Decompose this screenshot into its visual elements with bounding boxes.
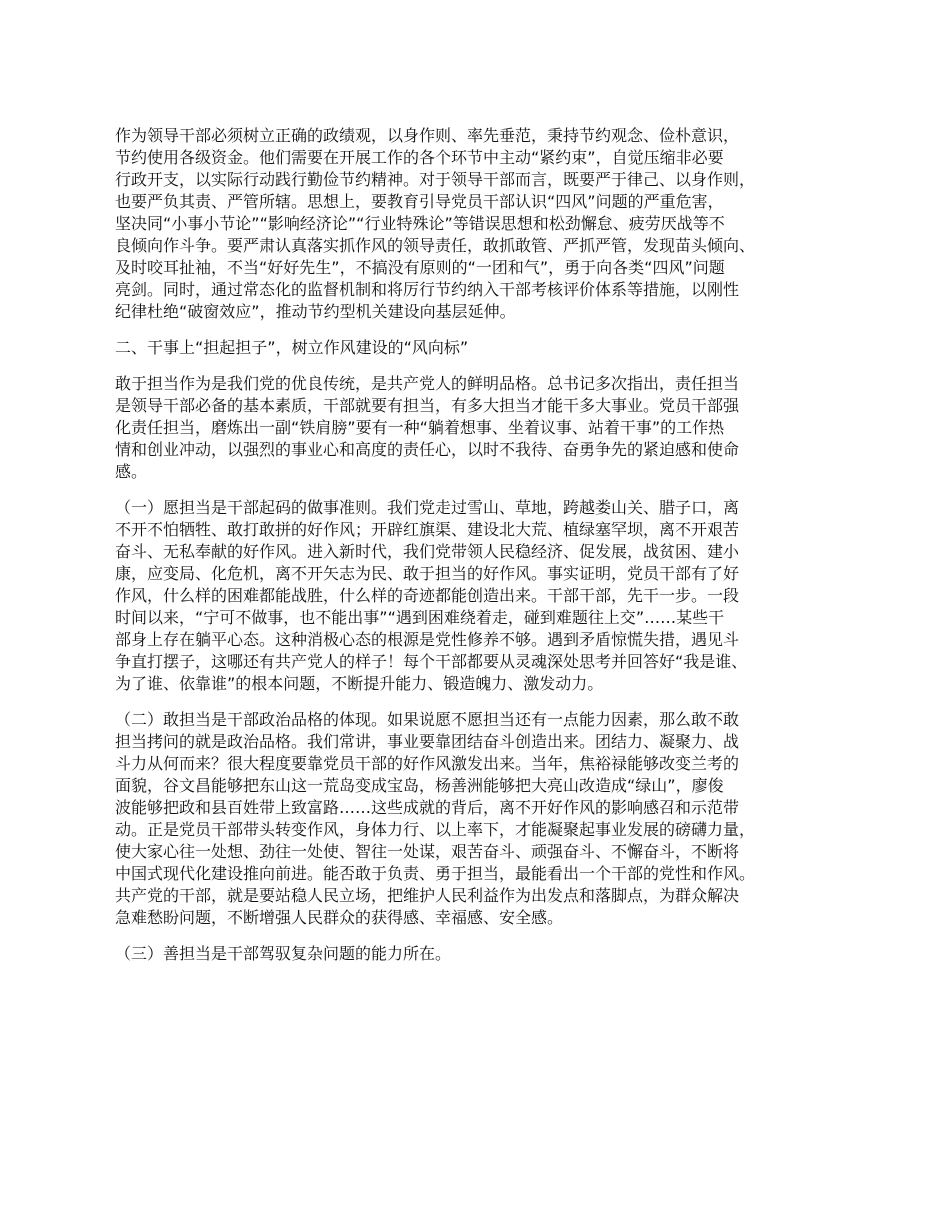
text-line: 共产党的干部，就是要站稳人民立场，把维护人民利益作为出发点和落脚点，为群众解决 <box>115 886 740 905</box>
text-line: 节约使用各级资金。他们需要在开展工作的各个环节中主动“紧约束”，自觉压缩非必要 <box>115 148 724 167</box>
text-line: 奋斗、无私奉献的好作风。进入新时代，我们党带领人民稳经济、促发展，战贫困、建小 <box>115 542 740 561</box>
text-line: 急难愁盼问题，不断增强人民群众的获得感、幸福感、安全感。 <box>115 908 564 927</box>
text-line: 情和创业冲动，以强烈的事业心和高度的责任心，以时不我待、奋勇争先的紧迫感和使命 <box>115 440 740 459</box>
text-line: 斗力从何而来？很大程度要靠党员干部的好作风激发出来。当年，焦裕禄能够改变兰考的 <box>115 754 740 773</box>
text-line: 坚决同“小事小节论”“影响经济论”“行业特殊论”等错误思想和松劲懈怠、疲劳厌战等不 <box>115 214 725 233</box>
text-line: 康，应变局、化危机，离不开矢志为民、敢于担当的好作风。事实证明，党员干部有了好 <box>115 564 740 583</box>
paragraph-responsibility-intro <box>115 373 860 483</box>
text-line: 中国式现代化建设推向前进。能否敢于负责、勇于担当，最能看出一个干部的党性和作风。 <box>115 864 756 883</box>
document-body <box>115 125 860 979</box>
paragraph-willing-to-take-responsibility <box>115 497 860 695</box>
text-line: 担当拷问的就是政治品格。我们常讲，事业要靠团结奋斗创造出来。团结力、凝聚力、战 <box>115 732 740 751</box>
text-line: 动。正是党员干部带头转变作风，身体力行、以上率下，才能凝聚起事业发展的磅礴力量， <box>115 820 756 839</box>
text-line: 波能够把政和县百姓带上致富路……这些成就的背后，离不开好作风的影响感召和示范带 <box>115 798 740 817</box>
text-line: （二）敢担当是干部政治品格的体现。如果说愿不愿担当还有一点能力因素，那么敢不敢 <box>115 710 740 729</box>
text-line: 敢于担当作为是我们党的优良传统，是共产党人的鲜明品格。总书记多次指出，责任担当 <box>115 374 740 393</box>
text-line: 使大家心往一处想、劲往一处使、智往一处谋，艰苦奋斗、顽强奋斗、不懈奋斗，不断将 <box>115 842 740 861</box>
paragraph-dare-to-take-responsibility <box>115 709 860 929</box>
text-line: 作为领导干部必须树立正确的政绩观，以身作则、率先垂范，秉持节约观念、俭朴意识， <box>115 126 740 145</box>
text-line: 也要严负其责、严管所辖。思想上，要教育引导党员干部认识“四风”问题的严重危害， <box>115 192 724 211</box>
text-line: 是领导干部必备的基本素质，干部就要有担当，有多大担当才能干多大事业。党员干部强 <box>115 396 740 415</box>
text-line: （一）愿担当是干部起码的做事准则。我们党走过雪山、草地，跨越娄山关、腊子口，离 <box>115 498 740 517</box>
text-line: 行政开支，以实际行动践行勤俭节约精神。对于领导干部而言，既要严于律己、以身作则， <box>115 170 756 189</box>
text-line: 面貌，谷文昌能够把东山这一荒岛变成宝岛，杨善洲能够把大亮山改造成“绿山”，廖俊 <box>115 776 724 795</box>
text-line: 亮剑。同时，通过常态化的监督机制和将厉行节约纳入干部考核评价体系等措施，以刚性 <box>115 280 740 299</box>
text-line: 感。 <box>115 462 148 481</box>
paragraph-good-at-taking-responsibility <box>115 943 860 965</box>
text-line: 时间以来，“宁可不做事，也不能出事”“遇到困难绕着走，碰到难题往上交”……某些干 <box>115 608 725 627</box>
text-line: （三）善担当是干部驾驭复杂问题的能力所在。 <box>115 944 452 963</box>
text-line: 良倾向作斗争。要严肃认真落实抓作风的领导责任，敢抓敢管、严抓严管，发现苗头倾向、 <box>115 236 756 255</box>
text-line: 为了谁、依靠谁”的根本问题，不断提升能力、锻造魄力、激发动力。 <box>115 674 604 693</box>
text-line: 部身上存在躺平心态。这种消极心态的根源是党性修养不够。遇到矛盾惊慌失措，遇见斗 <box>115 630 740 649</box>
text-line: 化责任担当，磨炼出一副“铁肩膀”要有一种“躺着想事、坐着议事、站着干事”的工作热 <box>115 418 725 437</box>
text-line: 不开不怕牺牲、敢打敢拼的好作风；开辟红旗渠、建设北大荒、植绿塞罕坝，离不开艰苦 <box>115 520 740 539</box>
text-line: 纪律杜绝“破窗效应”，推动节约型机关建设向基层延伸。 <box>115 302 516 321</box>
section-heading-two <box>115 337 860 359</box>
text-line: 二、干事上“担起担子”，树立作风建设的“风向标” <box>115 338 469 357</box>
paragraph-frugality <box>115 125 860 323</box>
text-line: 作风，什么样的困难都能战胜，什么样的奇迹都能创造出来。干部干部，先干一步。一段 <box>115 586 740 605</box>
text-line: 争直打摆子，这哪还有共产党人的样子！每个干部都要从灵魂深处思考并回答好“我是谁、 <box>115 652 748 671</box>
text-line: 及时咬耳扯袖，不当“好好先生”，不搞没有原则的“一团和气”，勇于向各类“四风”问题 <box>115 258 725 277</box>
